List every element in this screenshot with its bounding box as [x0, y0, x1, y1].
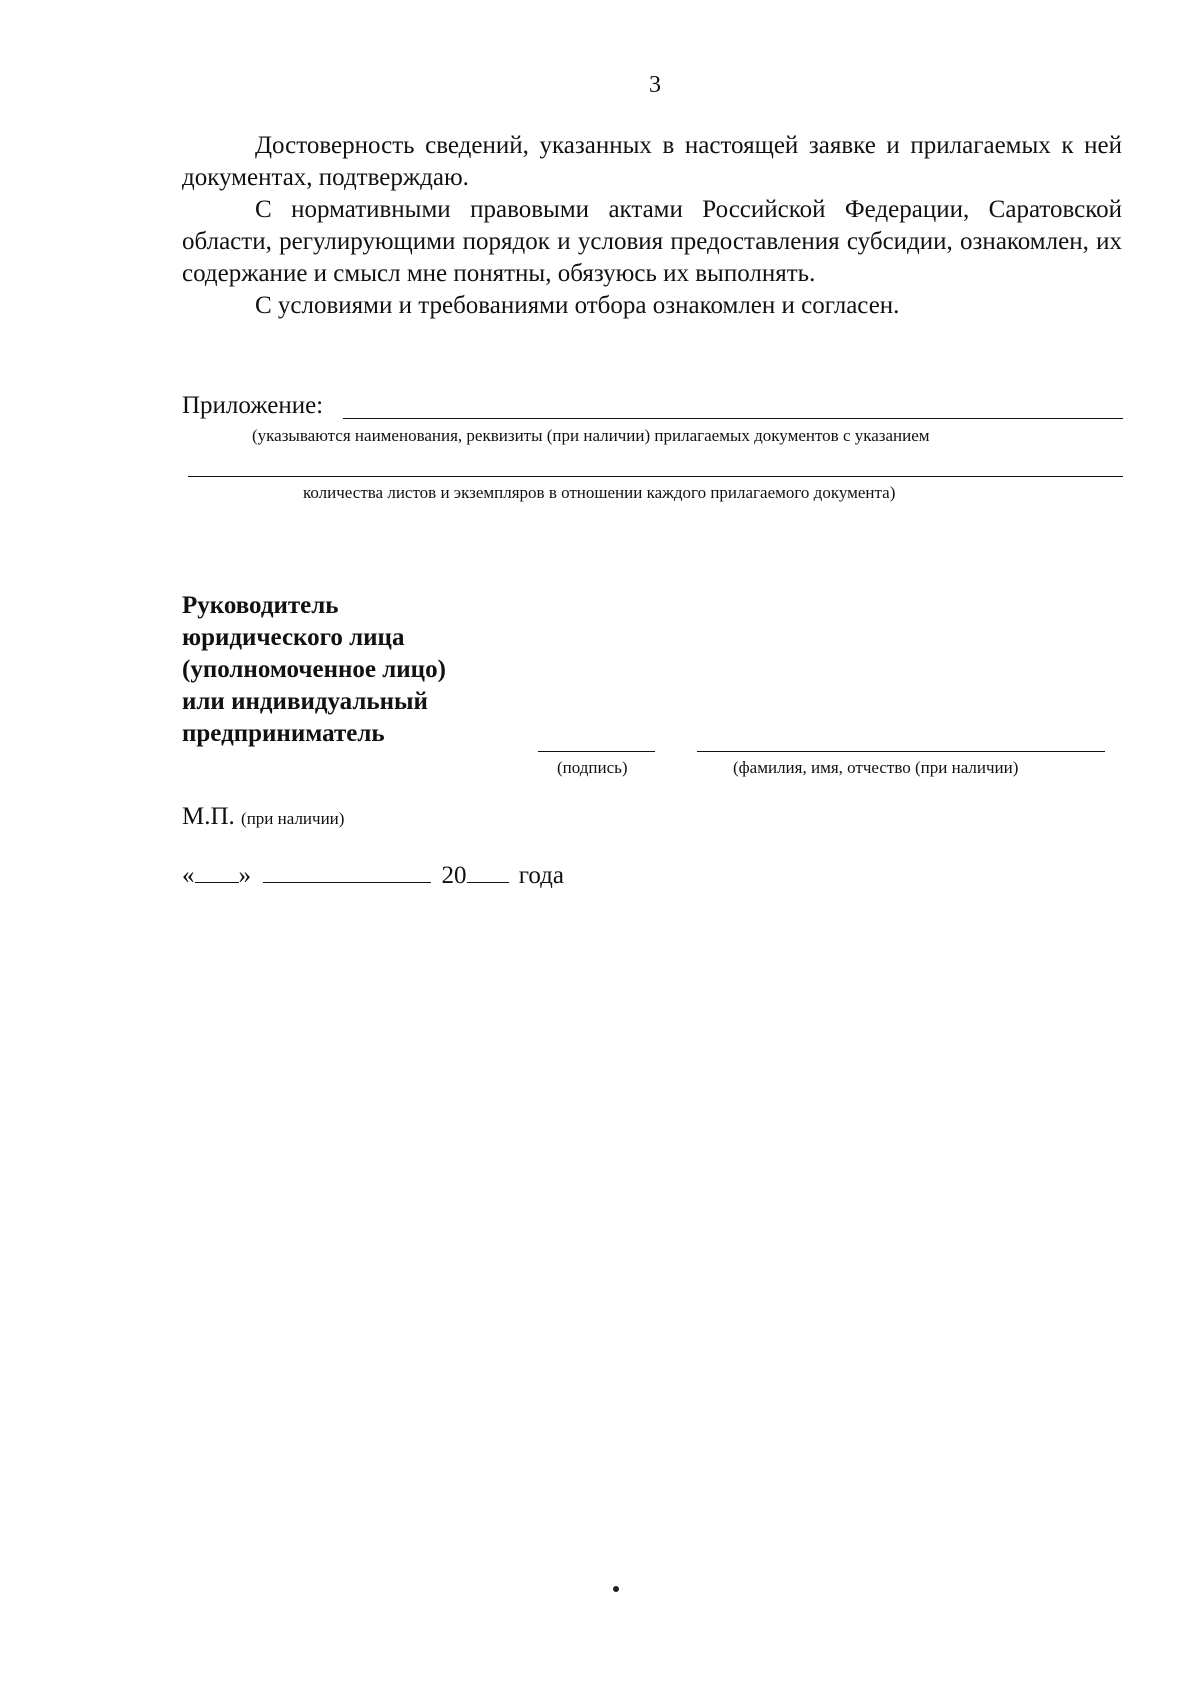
date-suffix: года	[518, 862, 564, 889]
date-century: 20	[441, 862, 467, 889]
scan-dot-mark	[613, 1586, 619, 1592]
signer-title-line: Руководитель	[182, 592, 339, 619]
month-blank	[263, 860, 431, 883]
date-open-quote: «	[182, 862, 195, 889]
appendix-line-1	[343, 418, 1123, 419]
seal-label: М.П.	[182, 803, 235, 830]
date-line	[182, 860, 564, 891]
signer-title-line: (уполномоченное лицо)	[182, 656, 446, 683]
appendix-label: Приложение:	[182, 392, 324, 419]
appendix-caption-2: количества листов и экземпляров в отношении каждого прилагаемого документа)	[303, 483, 896, 502]
page-number: 3	[649, 72, 661, 98]
appendix-line-2	[188, 476, 1123, 477]
appendix-caption-1: (указываются наименования, реквизиты (при наличии) прилагаемых документов с указанием	[252, 426, 930, 445]
signer-title-line: предприниматель	[182, 720, 385, 747]
signer-title-line: или индивидуальный	[182, 688, 428, 715]
signature-caption: (подпись)	[557, 758, 628, 777]
paragraph-acknowledgement: С нормативными правовыми актами Российской Федерации, Саратовской области, регулирующими порядок и условия предоставления субсидии, ознакомлен, их содержание и смысл мне понятны, обязуюсь их выполнять.	[182, 196, 1122, 287]
date-close-quote: »	[238, 862, 251, 889]
signer-title-line: юридического лица	[182, 624, 405, 651]
year-blank	[467, 860, 509, 883]
seal-note: (при наличии)	[241, 809, 345, 828]
day-blank	[195, 860, 239, 883]
signature-line	[538, 751, 655, 752]
seal-placeholder	[182, 802, 344, 834]
body-text	[182, 130, 1122, 322]
full-name-caption: (фамилия, имя, отчество (при наличии)	[733, 758, 1019, 777]
paragraph-confirmation: Достоверность сведений, указанных в настоящей заявке и прилагаемых к ней документах, подтверждаю.	[182, 132, 1122, 191]
paragraph-agreement: С условиями и требованиями отбора ознакомлен и согласен.	[255, 292, 900, 319]
signer-title	[182, 590, 446, 750]
full-name-line	[697, 751, 1105, 752]
